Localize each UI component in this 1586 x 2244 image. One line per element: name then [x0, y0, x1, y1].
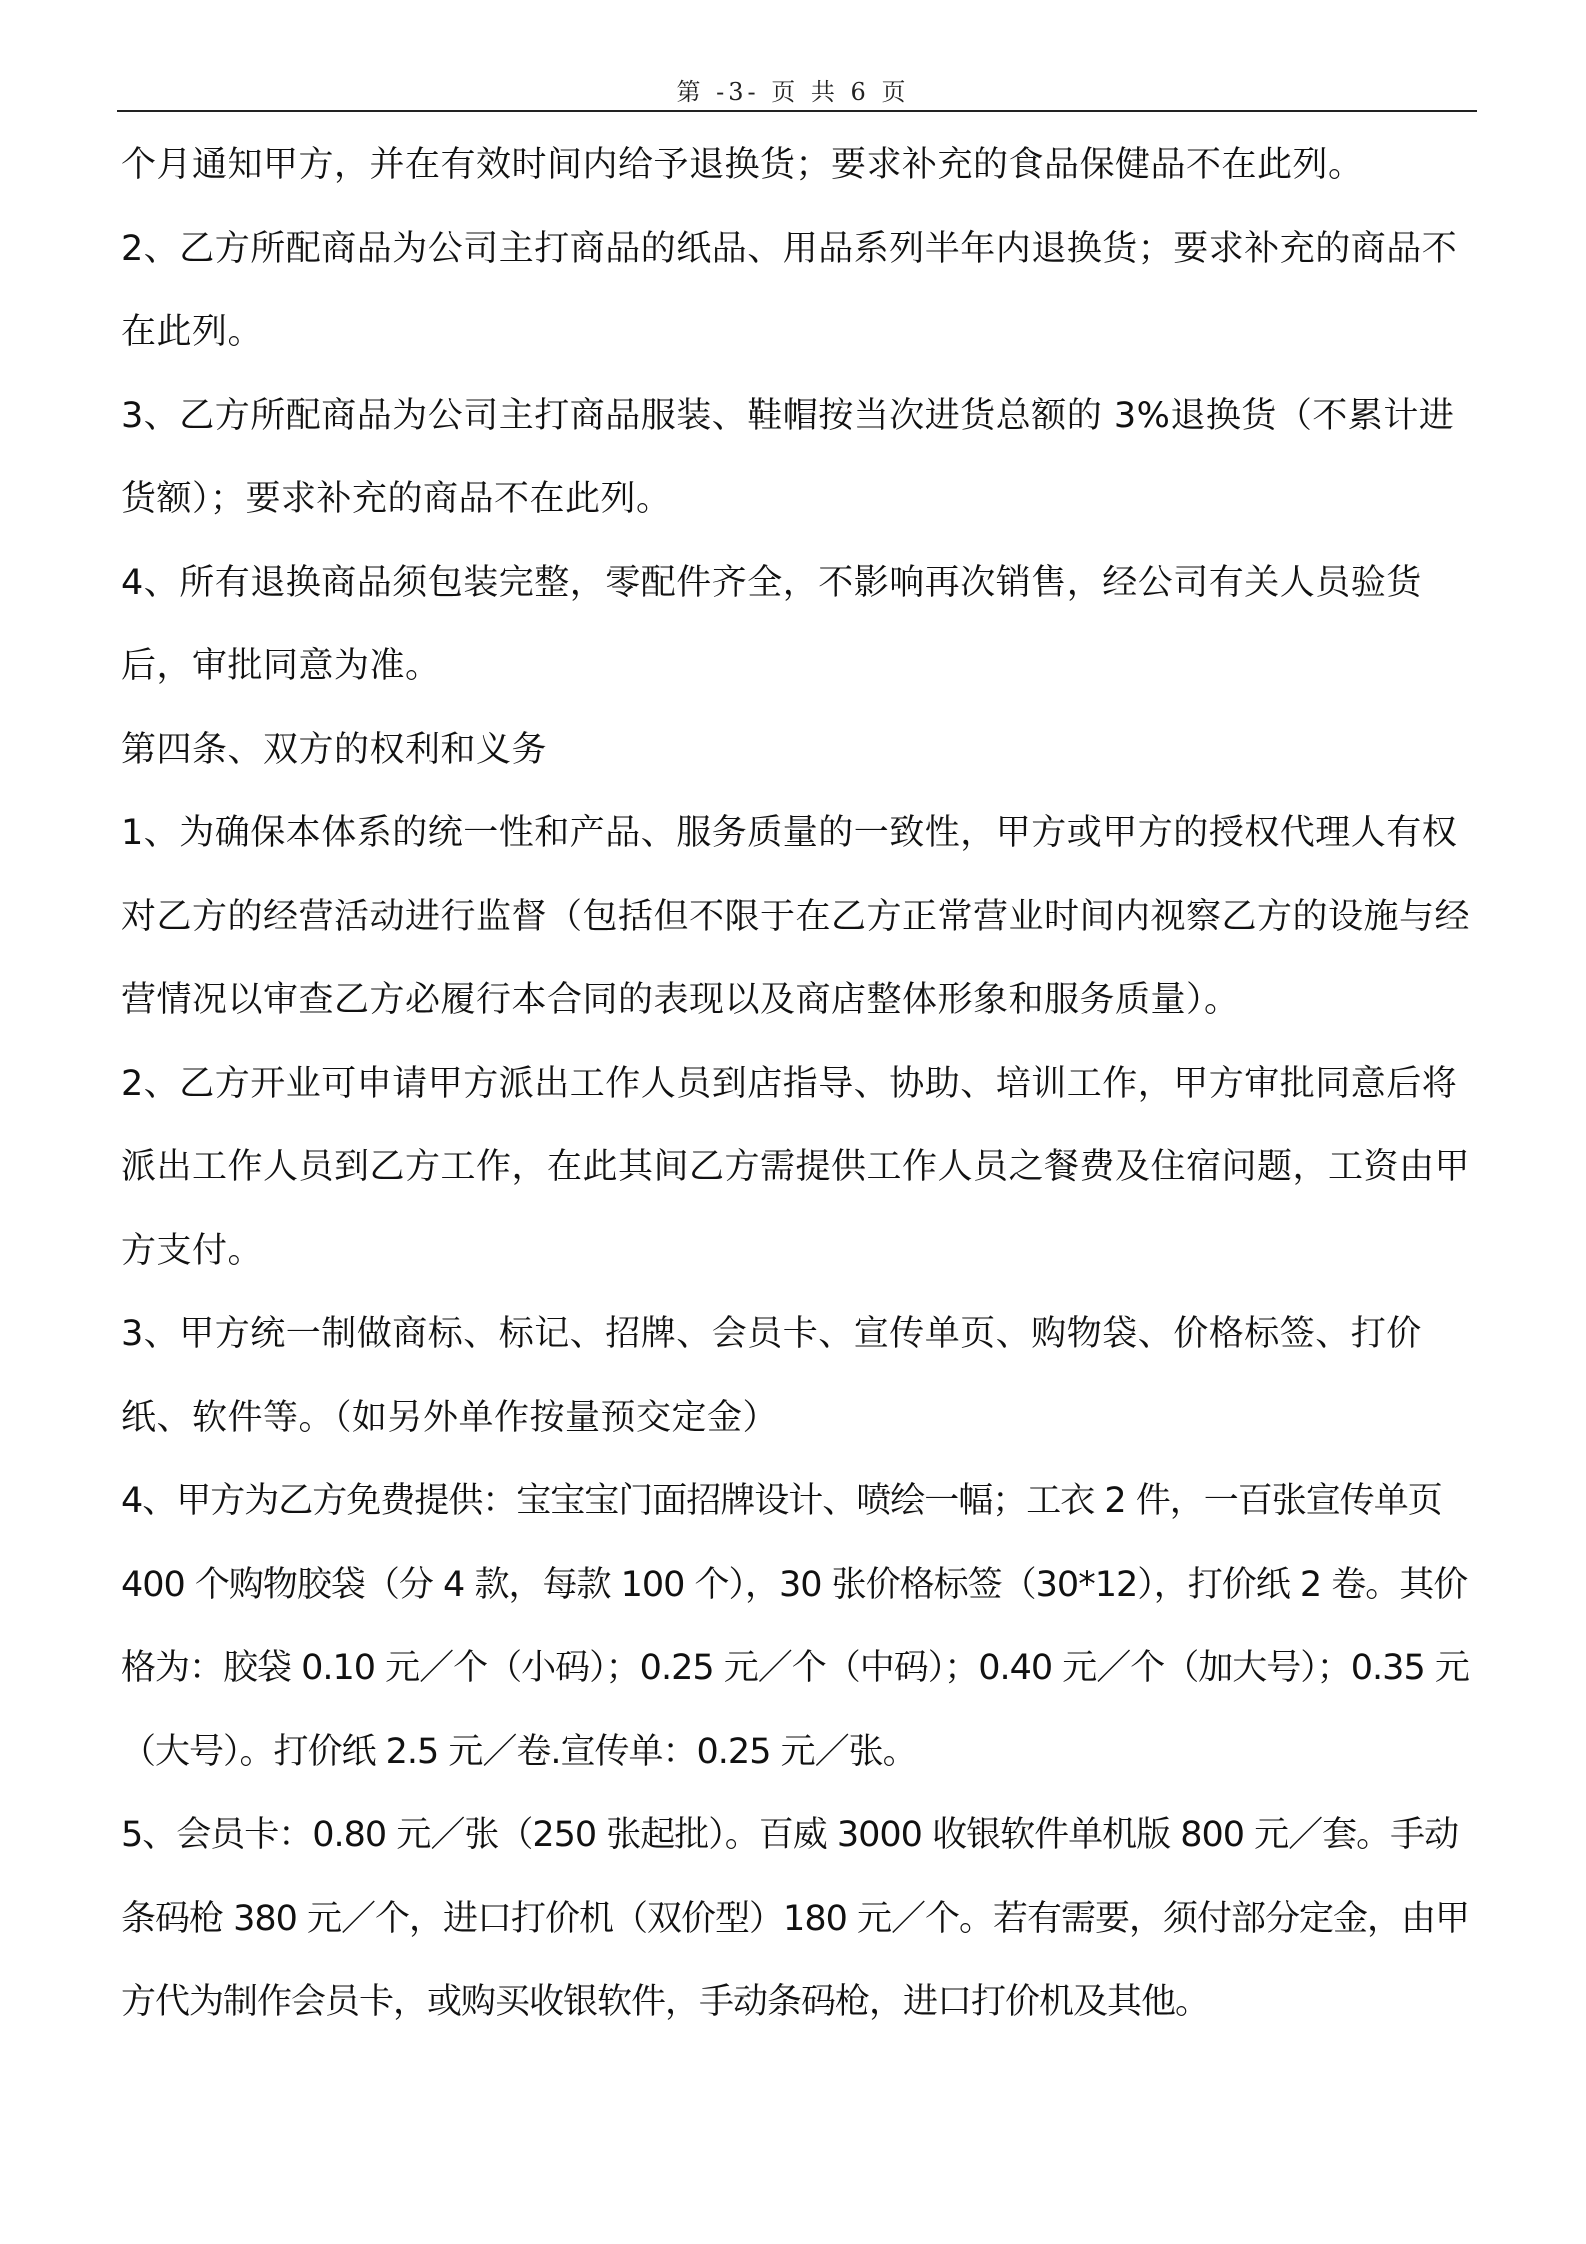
- document-body: [121, 124, 1473, 2045]
- page-number-header: 第 -3- 页 共 6 页: [676, 78, 910, 106]
- paragraph-rights-item-4: 4、甲方为乙方免费提供：宝宝宝门面招牌设计、喷绘一幅；工衣 2 件，一百张宣传单页 400 个购物胶袋（分 4 款，每款 100 个），30 张价格标签（30*12），打价纸 2 卷。其价格为：胶袋 0.10 元／个（小码）；0.25 元／个（中码）；0.40 元／个（加大号）；0.35 元（大号）。打价纸 2.5 元／卷.宣传单：0.25 元／张。: [121, 1481, 1469, 1772]
- paragraph-rights-item-2: 2、乙方开业可申请甲方派出工作人员到店指导、协助、培训工作，甲方审批同意后将派出工作人员到乙方工作，在此其间乙方需提供工作人员之餐费及住宿问题，工资由甲方支付。: [121, 1063, 1471, 1271]
- paragraph-item-3-apparel: 3、乙方所配商品为公司主打商品服装、鞋帽按当次进货总额的 3%退换货（不累计进货额）；要求补充的商品不在此列。: [121, 395, 1455, 519]
- paragraph-return-notice: 个月通知甲方，并在有效时间内给予退换货；要求补充的食品保健品不在此列。: [121, 145, 1364, 185]
- section-heading-article-4: 第四条、双方的权利和义务: [121, 729, 548, 770]
- paragraph-item-2-paper-goods: 2、乙方所配商品为公司主打商品的纸品、用品系列半年内退换货；要求补充的商品不在此列。: [121, 228, 1458, 352]
- paragraph-rights-item-1: 1、为确保本体系的统一性和产品、服务质量的一致性，甲方或甲方的授权代理人有权对乙方的经营活动进行监督（包括但不限于在乙方正常营业时间内视察乙方的设施与经营情况以审查乙方必履行本合同的表现以及商店整体形象和服务质量）。: [121, 813, 1471, 1020]
- paragraph-rights-item-5: 5、会员卡：0.80 元／张（250 张起批）。百威 3000 收银软件单机版 800 元／套。手动条码枪 380 元／个，进口打价机（双价型）180 元／个。若有需要，须付部分定金，由甲方代为制作会员卡，或购买收银软件，手动条码枪，进口打价机及其他。: [121, 1815, 1469, 2022]
- paragraph-item-4-return-condition: 4、所有退换商品须包装完整，零配件齐全，不影响再次销售，经公司有关人员验货后，审批同意为准。: [121, 562, 1422, 686]
- paragraph-rights-item-3: 3、甲方统一制做商标、标记、招牌、会员卡、宣传单页、购物袋、价格标签、打价纸、软件等。（如另外单作按量预交定金）: [121, 1314, 1422, 1438]
- header-divider: [117, 110, 1477, 112]
